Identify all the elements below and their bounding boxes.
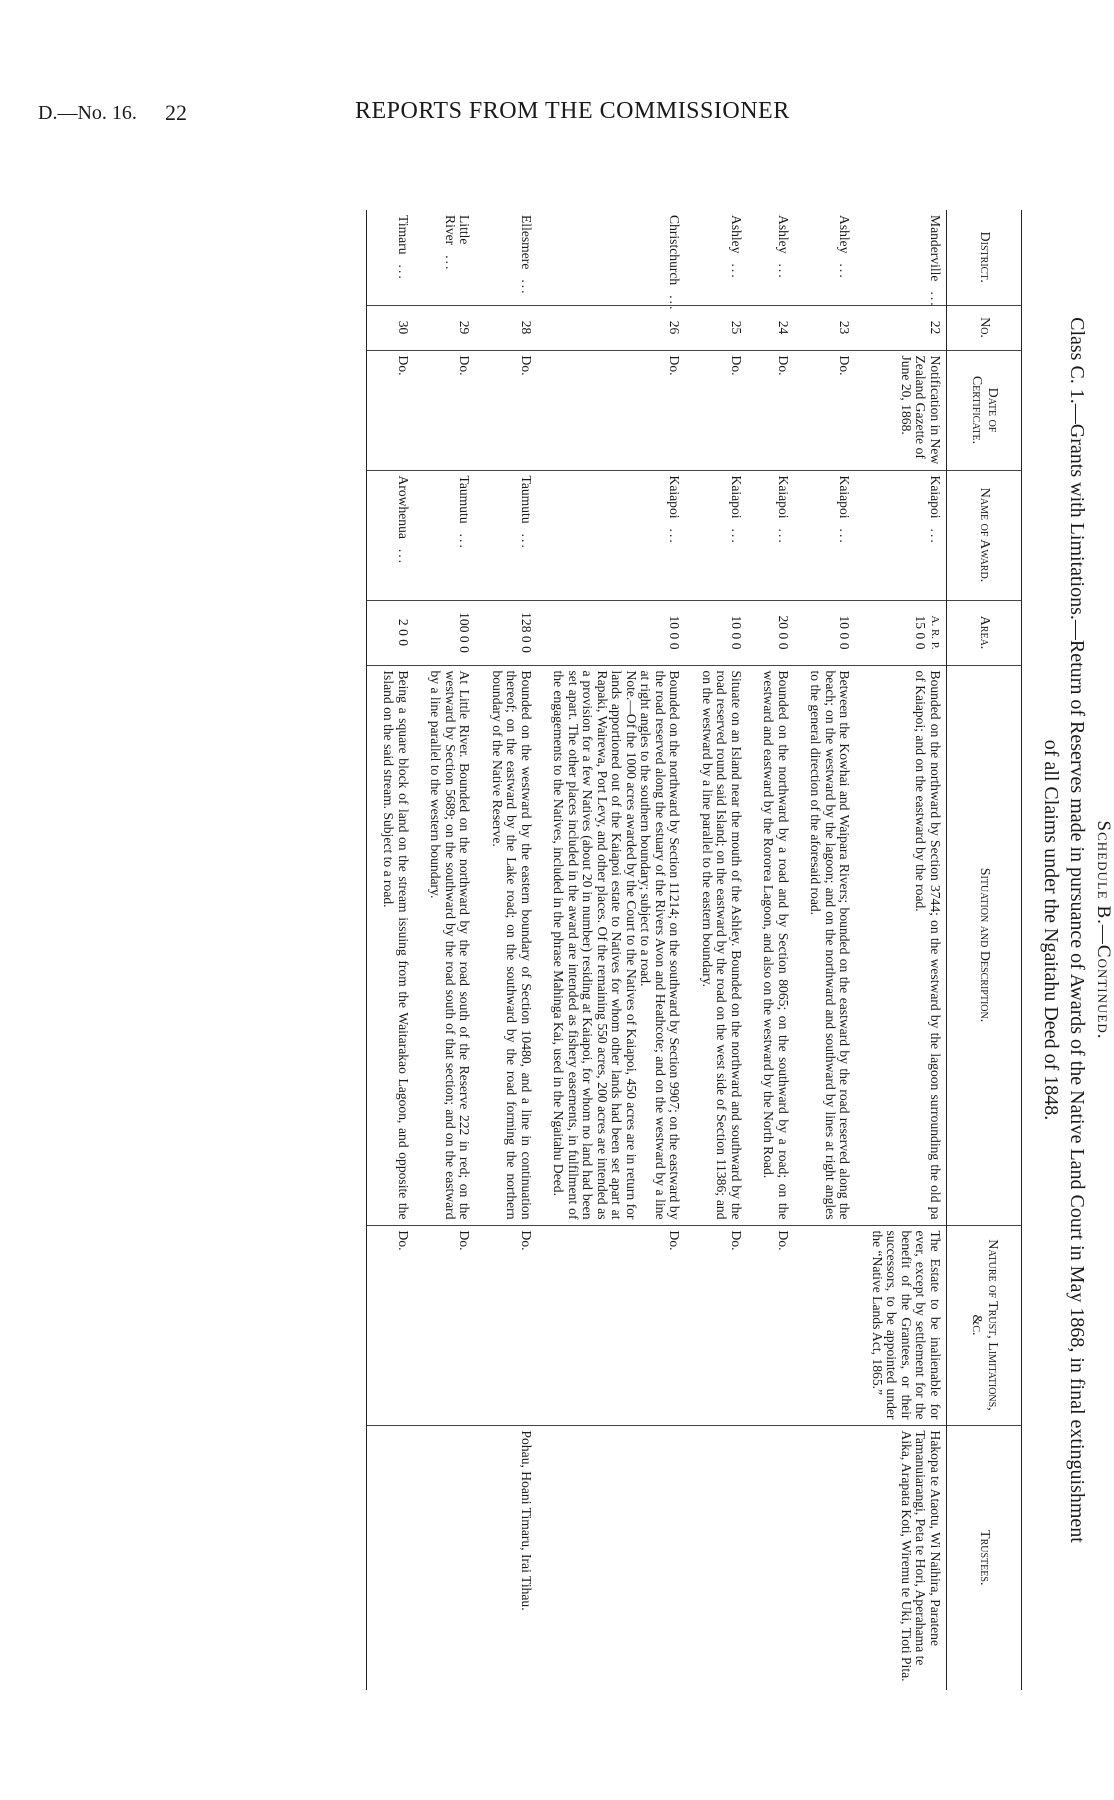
document-number: D.—No. 16. [38, 102, 137, 124]
col-nature: Nature of Trust, Limitations, &c. [947, 1225, 1022, 1425]
cell-district: Ellesmere... [519, 215, 534, 296]
cell-district: Little River... [443, 215, 473, 272]
cell-nature: Do. [476, 1225, 538, 1425]
cell-no: 29 [414, 305, 476, 350]
cell-situation: Being a square block of land on the stream issuing from the Waitarakao Lagoon, and opposite the Island on the said stream. Subject to a road. [367, 665, 415, 1225]
cell-date: Do. [537, 350, 686, 470]
cell-date: Do. [367, 350, 415, 470]
cell-no: 24 [747, 305, 794, 350]
cell-district: Ashley... [776, 215, 791, 280]
cell-no: 30 [367, 305, 415, 350]
cell-trustees [367, 1425, 415, 1690]
schedule-heading: Schedule B.—Continued. [1093, 820, 1114, 1040]
table-row [794, 210, 856, 1690]
cell-situation: Bounded on the northward by a road and by Section 8065; on the southward by a road; on the westward and eastward by the Rororea Lagoon, and also on the westward by the North Road. [747, 665, 794, 1225]
class-caption-continued: of all Claims under the Ngaitahu Deed of 1848. [1040, 739, 1062, 1121]
running-title: REPORTS FROM THE COMMISSIONER [355, 98, 790, 124]
cell-date: Notification in New Zealand Gazette of June 20, 1868. [856, 350, 947, 470]
cell-name: Kaiapoi... [856, 470, 947, 600]
table-row [686, 210, 748, 1690]
table-row [414, 210, 476, 1690]
col-name: Name of Award. [947, 470, 1022, 600]
cell-no: 22 [856, 305, 947, 350]
cell-trustees [747, 1425, 794, 1690]
table-row [476, 210, 538, 1690]
situation-text: Bounded on the northward by Section 11214; on the southward by Section 9907; on the eastward by the road reserved along the estuary of the Rivers Avon and Heathcote; and on the westward by a line at right angles to the southern boundary; subject to a road. [638, 670, 683, 1220]
cell-district: Christchurch... [667, 215, 683, 312]
cell-trustees [794, 1425, 856, 1690]
cell-nature: Do. [537, 1225, 686, 1425]
cell-trustees [686, 1425, 748, 1690]
cell-situation: Situate on an Island near the mouth of the Ashley. Bounded on the northward and southward by the road reserved round said Island; on the eastward by the road on the west side of Section 11386; and on the westward by a line parallel to the eastern boundary. [686, 665, 748, 1225]
col-situation: Situation and Description. [947, 665, 1022, 1225]
cell-area: 2 0 0 [367, 600, 415, 665]
page-header [0, 0, 1114, 140]
cell-date: Do. [794, 350, 856, 470]
cell-no: 26 [537, 305, 686, 350]
cell-area: 10 0 0 [686, 600, 748, 665]
cell-name: Arowhenua... [367, 470, 415, 600]
cell-situation: At Little River. Bounded on the northward by the road south of the Reserve 222 in red; on the westward by Section 5689; on the southward by the road south of that section; and on the eastward by a line parallel to the western boundary. [414, 665, 476, 1225]
area-units: A. R. P. [929, 615, 941, 650]
cell-trustees: Hakopa te Ataotu, Wi Naihira, Paratene Tamanuiarangi, Peta te Hori, Aperahama te Aika, Arapata Koti, Wiremu te Uki, Tioti Pita. [856, 1425, 947, 1690]
cell-trustees [537, 1425, 686, 1690]
cell-district: Ashley... [729, 215, 744, 280]
cell-nature: Do. [367, 1225, 415, 1425]
cell-name: Taumutu... [414, 470, 476, 600]
cell-nature: Do. [414, 1225, 476, 1425]
cell-name: Kaiapoi... [686, 470, 748, 600]
table-row [367, 210, 415, 1690]
cell-date: Do. [476, 350, 538, 470]
cell-area: A. R. P. 15 0 0 [856, 600, 947, 665]
col-trustees: Trustees. [947, 1425, 1022, 1690]
cell-situation [537, 665, 686, 1225]
cell-name: Kaiapoi... [794, 470, 856, 600]
cell-name: Kaiapoi... [747, 470, 794, 600]
col-district: District. [947, 210, 1022, 305]
cell-situation: Bounded on the westward by the eastern boundary of Section 10480, and a line in continuation thereof; on the eastward by the Lake road; on the southward by the road forming the northern boundary of the Native Reserve. [476, 665, 538, 1225]
cell-area: 20 0 0 [747, 600, 794, 665]
cell-district: Ashley... [837, 215, 853, 280]
cell-situation: Bounded on the northward by Section 3744; on the westward by the lagoon surrounding the old pa of Kaiapoi; and on the eastward by the road. [856, 665, 947, 1225]
table-row [856, 210, 947, 1690]
cell-nature: The Estate to be inalienable for ever, except by settlement for the benefit of the Grantees, or their successors, to be appointed under the “Native Lands Act, 1865.” [856, 1225, 947, 1425]
col-date: Date of Certificate. [947, 350, 1022, 470]
table-header-row [947, 210, 1022, 1690]
cell-name: Kaiapoi... [537, 470, 686, 600]
cell-nature: Do. [747, 1225, 794, 1425]
table-row [747, 210, 794, 1690]
cell-district: Manderville... [928, 215, 943, 308]
cell-nature [794, 1225, 856, 1425]
cell-no: 23 [794, 305, 856, 350]
cell-no: 28 [476, 305, 538, 350]
page-number: 22 [165, 100, 187, 125]
cell-nature: Do. [686, 1225, 748, 1425]
cell-date: Do. [686, 350, 748, 470]
cell-area: 10 0 0 [537, 600, 686, 665]
cell-no: 25 [686, 305, 748, 350]
table-row [537, 210, 686, 1690]
cell-name: Taumutu... [476, 470, 538, 600]
class-caption: Class C. 1.—Grants with Limitations.—Return of Reserves made in pursuance of Awards of the Native Land Court in May 1868, in final extinguishment [1066, 317, 1088, 1543]
cell-district: Timaru... [367, 210, 415, 305]
cell-trustees [414, 1425, 476, 1690]
reserves-table [366, 210, 1022, 1690]
cell-situation: Between the Kowhai and Waipara Rivers; bounded on the eastward by the road reserved along the beach; on the westward by the lagoon; and on the northward and southward by lines at right angles to the general direction of the aforesaid road. [794, 665, 856, 1225]
cell-area: 10 0 0 [794, 600, 856, 665]
note-text: Note.—Of the 1000 acres awarded by the Court to the Natives of Kaiapoi, 450 acres are in return for lands apportioned out of the Kaiapoi estate to Natives for whom other lands had been set apart at Rapaki, Wairewa, Port Levy, and other places. Of the remaining 550 acres, 200 acres are intended as a provision for a few Natives (about 20 in number) residing at Kaiapoi, for whom no land had been set apart. The other places included in the award are intended as fishery easements, in fulfilment of the engagements to the Natives, included in the phrase Mahinga Kai, used in the Ngaitahu Deed. [551, 670, 639, 1220]
cell-date: Do. [414, 350, 476, 470]
rotated-schedule [194, 150, 1114, 1710]
col-area: Area. [947, 600, 1022, 665]
cell-area: 128 0 0 [476, 600, 538, 665]
cell-date: Do. [747, 350, 794, 470]
cell-trustees: Pohau, Hoani Timaru, Irai Tihau. [476, 1425, 538, 1690]
col-no: No. [947, 305, 1022, 350]
cell-area: 100 0 0 [414, 600, 476, 665]
